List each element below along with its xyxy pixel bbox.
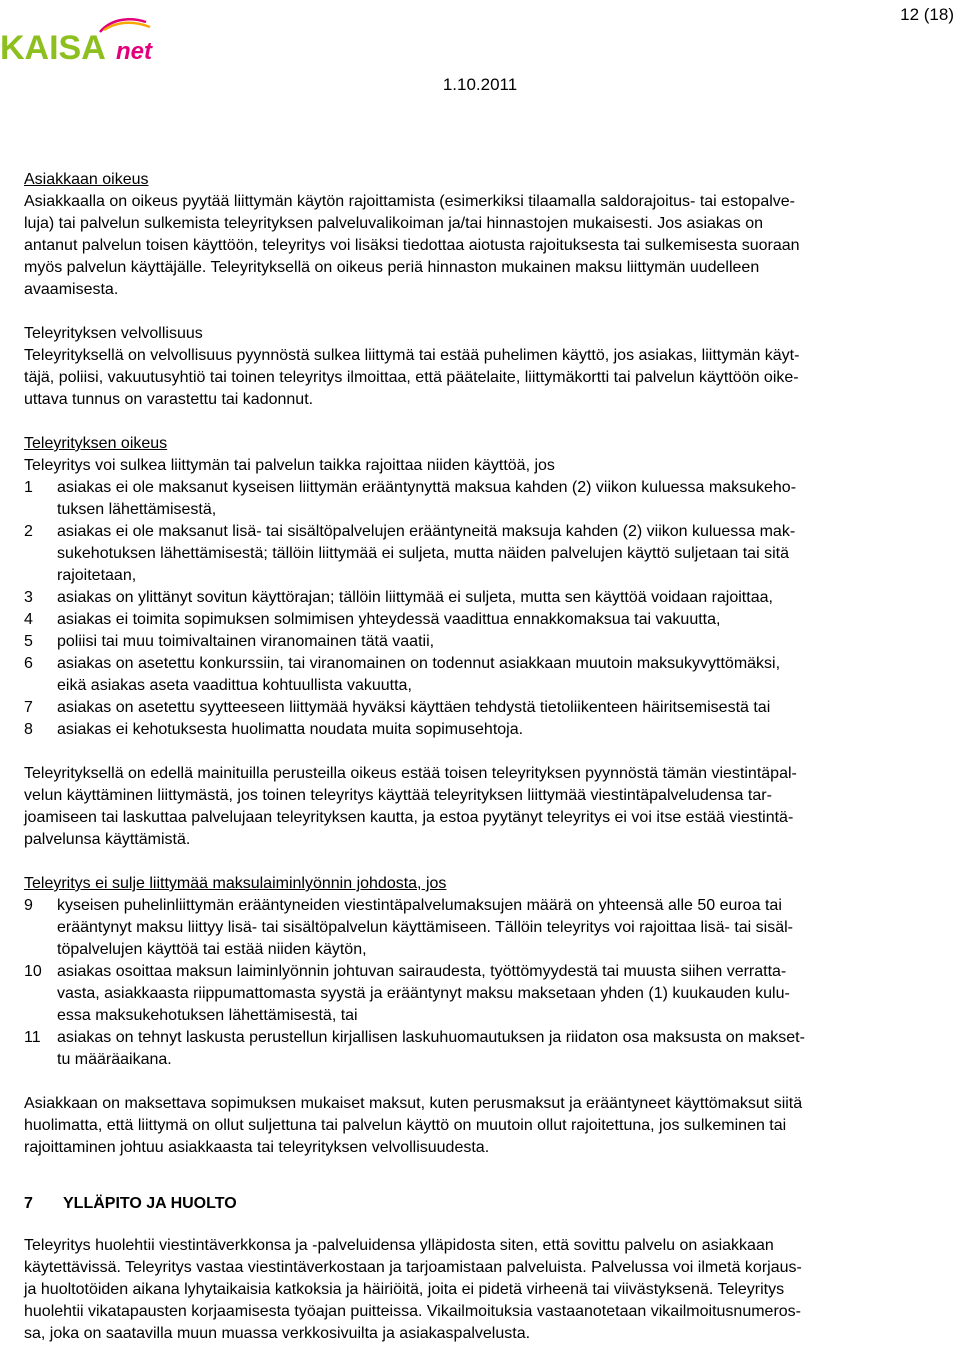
chapter-title: YLLÄPITO JA HUOLTO (63, 1195, 237, 1212)
list-item-number: 5 (24, 633, 33, 650)
kaisanet-logo (0, 14, 170, 66)
list-item (24, 719, 940, 741)
text-line: Teleyrityksellä on edellä mainituilla perusteilla oikeus estää toisen teleyrityksen pyynnöstä tämän viestintäpal- (24, 765, 797, 782)
section-operator-obligation (24, 323, 940, 411)
text-line: Asiakkaalla on oikeus pyytää liittymän käytön rajoittamista (esimerkiksi tilaamalla saldorajoitus- tai estopalve- (24, 193, 795, 210)
list-item-line: asiakas ei ole maksanut kyseisen liittymän erääntynyttä maksua kahden (2) viikon kuluessa maksukeho- (57, 479, 797, 496)
text-line: ja huoltotöiden aikana lyhytaikaisia katkoksia ja häiriöitä, joita ei pidetä virheenä tai viivästyksenä. Teleyritys (24, 1281, 785, 1298)
list-item-line: essa maksukehotuksen lähettämisestä, tai (57, 1007, 358, 1024)
text-line: Asiakkaan on maksettava sopimuksen mukaiset maksut, kuten perusmaksut ja erääntyneet käyttömaksut siitä (24, 1095, 803, 1112)
list-item-number: 9 (24, 897, 33, 914)
list-item-line: asiakas on ylittänyt sovitun käyttörajan; tällöin liittymää ei suljeta, mutta sen käyttöä voidaan rajoittaa, (57, 589, 773, 606)
text-line: joamiseen tai laskuttaa palvelujaan teleyrityksen kautta, ja estoa pyytänyt teleyritys ei voi itse estää viestintä- (24, 809, 794, 826)
list-item-line: asiakas on asetettu konkurssiin, tai viranomainen on todennut asiakkaan muutoin maksukyvyttömäksi, (57, 655, 781, 672)
list-item-line: tu määräaikana. (57, 1051, 172, 1068)
list-item-number: 4 (24, 611, 33, 628)
text-line: avaamisesta. (24, 281, 119, 298)
list-item-number: 8 (24, 721, 33, 738)
text-line: huolehtii vikatapausten korjaamisesta työajan puitteissa. Vikailmoituksia vastaanotetaan vikailmoitusnumeros- (24, 1303, 801, 1320)
list-item-number: 6 (24, 655, 33, 672)
list-item (24, 697, 940, 719)
text-line: käytettävissä. Teleyritys vastaa viestintäverkostaan ja tarjoamistaan palveluista. Palvelussa voi ilmetä korjaus- (24, 1259, 802, 1276)
list-item-line: poliisi tai muu toimivaltainen viranomainen tätä vaatii, (57, 633, 435, 650)
list-item-line: asiakas ei ole maksanut lisä- tai sisältöpalvelujen erääntyneitä maksuja kahden (2) viikon kuluessa mak- (57, 523, 796, 540)
text-line: Teleyritys voi sulkea liittymän tai palvelun taikka rajoittaa niiden käyttöä, jos (24, 457, 555, 474)
list-item-line: asiakas ei toimita sopimuksen solmimisen yhteydessä vaadittua ennakkomaksua tai vakuutta, (57, 611, 721, 628)
section-maintenance (24, 1193, 940, 1345)
list-item (24, 961, 940, 1027)
list-item-line: erääntynyt maksu liittyy lisä- tai sisältöpalvelun käyttämiseen. Tällöin teleyritys voi rajoittaa lisä- tai sisäl- (57, 919, 793, 936)
text-line: Teleyrityksellä on velvollisuus pyynnöstä sulkea liittymä tai estää puhelimen käyttö, jos asiakas, liittymän käyt- (24, 347, 800, 364)
text-line: täjä, poliisi, vakuutusyhtiö tai toinen teleyritys ilmoittaa, että päätelaite, liittymäkortti tai palvelun käyttöön oike- (24, 369, 799, 386)
list-item (24, 895, 940, 961)
text-line: luja) tai palvelun sulkemista teleyrityksen palveluvalikoiman ja/tai hinnastojen mukaisesti. Jos asiakas on (24, 215, 764, 232)
chapter-number: 7 (24, 1195, 33, 1212)
logo-kaisa-text: KAISA (0, 29, 106, 66)
list-item (24, 521, 940, 587)
page-number: 12 (18) (900, 5, 954, 24)
text-line: myös palvelun käyttäjälle. Teleyrityksellä on oikeus periä hinnaston mukainen maksu liittymän uudelleen (24, 259, 760, 276)
text-line: antanut palvelun toisen käyttöön, teleyritys voi lisäksi tiedottaa aiotusta rajoituksesta tai sulkemisesta suoraan (24, 237, 800, 254)
list-item-line: kyseisen puhelinliittymän erääntyneiden viestintäpalvelumaksujen määrä on yhteensä alle 50 euroa tai (57, 897, 782, 914)
list-item (24, 1027, 940, 1071)
logo-net-text: net (116, 38, 152, 65)
text-line: sa, joka on saatavilla muun muassa verkkosivuilta ja asiakaspalvelusta. (24, 1325, 531, 1342)
list-item-line: rajoitetaan, (57, 567, 137, 584)
list-item (24, 653, 940, 697)
section-operator-rights (24, 433, 940, 741)
document-body (24, 169, 940, 1345)
list-item-number: 2 (24, 523, 33, 540)
list-item (24, 477, 940, 521)
paragraph-payments (24, 1093, 940, 1159)
list-item-number: 11 (24, 1029, 41, 1046)
numbered-list (24, 895, 940, 1071)
text-line: Teleyritys huolehtii viestintäverkkonsa ja -palveluidensa ylläpidosta siten, että sovittu palvelu on asiakkaan (24, 1237, 774, 1254)
section-no-closing (24, 873, 940, 1071)
section-heading: Teleyritys ei sulje liittymää maksulaiminlyönnin johdosta, jos (24, 875, 447, 892)
list-item-line: eikä asiakas aseta vaadittua kohtuullista vakuutta, (57, 677, 412, 694)
section-heading: Asiakkaan oikeus (24, 171, 149, 188)
list-item-number: 3 (24, 589, 33, 606)
numbered-list (24, 477, 940, 741)
list-item-number: 7 (24, 699, 33, 716)
list-item-number: 1 (24, 479, 33, 496)
list-item-line: asiakas on asetettu syytteeseen liittymää hyväksi käyttäen tehdystä tietoliikenteen häiritsemisestä tai (57, 699, 771, 716)
text-line: palvelunsa käyttämistä. (24, 831, 191, 848)
list-item-line: tuksen lähettämisestä, (57, 501, 217, 518)
kaisanet-logo-graphic (0, 14, 170, 66)
list-item-line: töpalvelujen käyttöä tai estää niiden käytön, (57, 941, 367, 958)
chapter-heading (24, 1193, 940, 1215)
list-item-line: sukehotuksen lähettämisestä; tällöin liittymää ei suljeta, mutta näiden palvelujen käyttö suljetaan tai sitä (57, 545, 789, 562)
text-line: rajoittaminen johtuu asiakkaasta tai teleyrityksen velvollisuudesta. (24, 1139, 490, 1156)
list-item (24, 631, 940, 653)
text-line: huolimatta, että liittymä on ollut suljettuna tai palvelun käyttö on muutoin ollut rajoitettuna, jos sulkeminen tai (24, 1117, 787, 1134)
list-item-line: asiakas osoittaa maksun laiminlyönnin johtuvan sairaudesta, työttömyydestä tai muusta siihen verratta- (57, 963, 787, 980)
section-heading: Teleyrityksen oikeus (24, 435, 168, 452)
paragraph-blocking-service (24, 763, 940, 851)
list-item (24, 609, 940, 631)
list-item-number: 10 (24, 963, 42, 980)
text-line: uttava tunnus on varastettu tai kadonnut. (24, 391, 314, 408)
section-customer-rights (24, 169, 940, 301)
text-line: velun käyttäminen liittymästä, jos toinen teleyritys käyttää teleyrityksen liittymää viestintäpalveludensa tar- (24, 787, 772, 804)
list-item (24, 587, 940, 609)
list-item-line: asiakas on tehnyt laskusta perustellun kirjallisen laskuhuomautuksen ja riidaton osa maksusta on makset- (57, 1029, 805, 1046)
list-item-line: vasta, asiakkaasta riippumattomasta syystä ja erääntynyt maksu maksetaan yhden (1) kuukauden kulu- (57, 985, 790, 1002)
section-heading: Teleyrityksen velvollisuus (24, 325, 203, 342)
document-date: 1.10.2011 (442, 75, 518, 94)
list-item-line: asiakas ei kehotuksesta huolimatta noudata muita sopimusehtoja. (57, 721, 524, 738)
